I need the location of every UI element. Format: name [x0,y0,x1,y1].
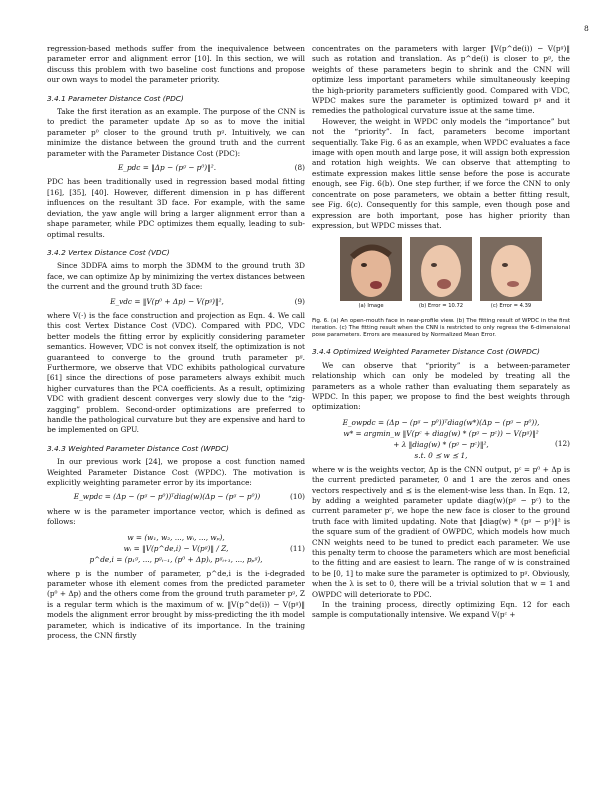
equation-10-body: E_wpdc = (Δp − (pᵍ − p⁰))ᵀdiag(w)(Δp − (pᵍ − p⁰)) [73,492,261,502]
heading-wpdc: 3.4.3 Weighted Parameter Distance Cost (WPDC) [47,443,229,453]
face-fit-pose-icon [480,237,542,301]
paragraph-wpdc: In our previous work [24], we propose a cost function named Weighted Parameter Distance Cost (WPDC). The motivation is explicitly weighting parameter error by its importance: [47,457,305,488]
equation-8 [47,163,305,173]
paragraph-wpdc-2: where w is the parameter importance vector, which is defined as follows: [47,506,305,527]
figure-6a [340,237,402,311]
right-column [312,44,570,621]
equation-9-body: E_vdc = ‖V(p⁰ + Δp) − V(pᵍ)‖², [110,296,224,306]
face-image-icon [340,237,402,301]
paragraph-right-4: where w is the weights vector, Δp is the CNN output, pᶜ = p⁰ + Δp is the current predicted parameter, 0 and 1 are the zeros and ones vectors respectively and ⪯ is the element-wise less than. In Eqn. 12, by adding a weighted parameter update diag(w)(pᵍ − pᶜ) to the current parameter pᶜ, we hope the new face is closer to the ground truth face with limited updating. Note that ‖diag(w) * (pᵍ − pᶜ)‖² is the square sum of the gradient of OWPDC, which models how much CNN weights need to be tuned to predict each parameter. We use this penalty term to choose the parameters which are most beneficial to the fitting and are easiest to learn. The range of w is constrained to be [0, 1] to make sure the parameter is optimized to pᵍ. Obviously, when the λ is set to 0, there will be a trivial solution that w = 1 and OWPDC will deteriorate to PDC. [312,464,570,599]
paragraph-pdc: Take the first iteration as an example. The purpose of the CNN is to predict the parameter update Δp so as to move the initial parameter p⁰ closer to the ground truth pᵍ. Intuitively, we can minimize the distance between the ground truth and the current parameter with the Parameter Distance Cost (PDC): [47,107,305,158]
equation-11 [47,532,305,565]
figure-6b [410,237,472,311]
equation-12-line-3: + λ ‖diag(w) * (pᵍ − pᶜ)‖², [393,439,489,449]
equation-10 [47,492,305,502]
figure-6c [480,237,542,311]
heading-vdc: 3.4.2 Vertex Distance Cost (VDC) [47,247,170,257]
equation-11-line-3: p^de,i = (p₁ᵍ, ..., pᵍᵢ₋₁, (p⁰ + Δp)ᵢ, pᵍᵢ₊₁, ..., pₚᵍ), [89,554,263,564]
equation-8-body: E_pdc = ‖Δp − (pᵍ − p⁰)‖². [117,163,217,173]
heading-owpdc: 3.4.4 Optimized Weighted Parameter Distance Cost (OWPDC) [312,347,540,357]
equation-9 [47,297,305,307]
heading-pdc: 3.4.1 Parameter Distance Cost (PDC) [47,93,184,103]
left-column [47,44,305,642]
paragraph-wpdc-3: where p is the number of parameter, p^de,i is the i-degraded parameter whose ith element comes from the predicted parameter (p⁰ + Δp) and the others come from the ground truth parameter pᵍ, Z is a regular term which is the maximum of w. ‖V(p^de(i)) − V(pᵍ)‖ models the alignment error brought by miss-predicting the ith model parameter, which is indicative of its importance. In the training process, the CNN firstly [47,568,305,641]
page-number: 8 [584,24,589,33]
paragraph-right-5: In the training process, directly optimizing Eqn. 12 for each sample is computationally intensive. We expand V(pᶜ + [312,600,570,620]
equation-12-number: (12) [555,438,570,448]
figure-6 [312,237,570,311]
equation-10-number: (10) [290,492,305,502]
paragraph-right-2: However, the weight in WPDC only models the “importance” but not the “priority”. In fact, parameters become important sequentially. Take Fig. 6 as an example, when WPDC evaluates a face image with open mouth and large pose, it will assign both expression and rotation high weights. We can observe that attempting to estimate expression makes little sense before the pose is accurate enough, see Fig. 6(b). One step further, if we force the CNN to only concentrate on pose parameters, we obtain a better fitting result, see Fig. 6(c). Consequently for this sample, even though pose and expression are both important, pose has higher priority than expression, but WPDC misses that. [312,116,570,230]
equation-8-number: (8) [294,163,305,173]
paragraph-vdc-2: where V(·) is the face construction and projection as Eqn. 4. We call this cost Vertex Distance Cost (VDC). Compared with PDC, VDC better models the fitting error by explicitly considering parameter semantics. However, VDC is not convex itself, the optimization is not guaranteed to converge to the ground truth parameter pᵍ. Furthermore, we observe that VDC exhibits pathological curvature [61] since the directions of pose parameters always exhibit much higher curvatures than the PCA coefficients. As a result, optimizing VDC with gradient descent converges very slowly due to the “zig-zagging” problem. Second-order optimizations are preferred to handle the pathological curvature but they are expensive and hard to be implemented on GPU. [47,310,305,435]
equation-12-line-2: w* = argmin_w ‖V(pᶜ + diag(w) * (pᵍ − pᶜ)) − V(pᵍ)‖² [343,428,539,438]
paragraph-right-3: We can observe that “priority” is a between-parameter relationship which can only be modeled by treating all the parameters as a whole rather than evaluating them separately as WPDC. In this paper, we propose to find the best weights through optimization: [312,360,570,412]
figure-6-caption: Fig. 6. (a) An open-mouth face in near-profile view. (b) The fitting result of WPDC in the first iteration. (c) The fitting result when the CNN is restricted to only regress the 6-dimensional pose parameters. Errors are measured by Normalized Mean Error. [312,317,570,339]
equation-11-line-2: wᵢ = ‖V(p^de,i) − V(pᵍ)‖ / Z, [123,543,229,553]
figure-6b-label: (b) Error = 10.72 [418,303,464,310]
paragraph-intro: regression-based methods suffer from the inequivalence between parameter error and alignment error [10]. In this section, we will discuss this problem with two baseline cost functions and propose our own ways to model the parameter priority. [47,44,305,85]
paragraph-pdc-2: PDC has been traditionally used in regression based modal fitting [16], [35], [40]. However, different dimension in p has different influences on the resultant 3D face. For example, with the same deviation, the yaw angle will bring a larger alignment error than a shape parameter, while PDC optimizes them equally, leading to sub-optimal results. [47,177,305,239]
paragraph-right-1: concentrates on the parameters with larger ‖V(p^de(i)) − V(pᵍ)‖ such as rotation and translation. As p^de(i) is closer to pᵍ, the weights of these parameters begin to shrink and the CNN will optimize less important parameters while simultaneously keeping the high-priority parameters sufficiently good. Compared with VDC, WPDC makes sure the parameter is optimized toward pᵍ and it remedies the pathological curvature issue at the same time. [312,44,570,116]
equation-12-line-1: E_owpdc = (Δp − (pᵍ − p⁰))ᵀdiag(w*)(Δp − (pᵍ − p⁰)), [342,417,540,427]
equation-12 [312,417,570,461]
face-fit-wpdc-icon [410,237,472,301]
equation-9-number: (9) [294,296,305,306]
paragraph-vdc: Since 3DDFA aims to morph the 3DMM to the ground truth 3D face, we can optimize Δp by minimizing the vertex distances between the current and the ground truth 3D face: [47,261,305,292]
equation-12-line-4: s.t. 0 ⪯ w ⪯ 1, [414,450,468,460]
figure-6c-label: (c) Error = 4.39 [490,303,532,310]
figure-6a-label: (a) Image [358,303,384,310]
equation-11-line-1: w = (w₁, w₂, ..., wᵢ, ..., wₚ), [127,532,225,542]
equation-11-number: (11) [290,543,305,553]
